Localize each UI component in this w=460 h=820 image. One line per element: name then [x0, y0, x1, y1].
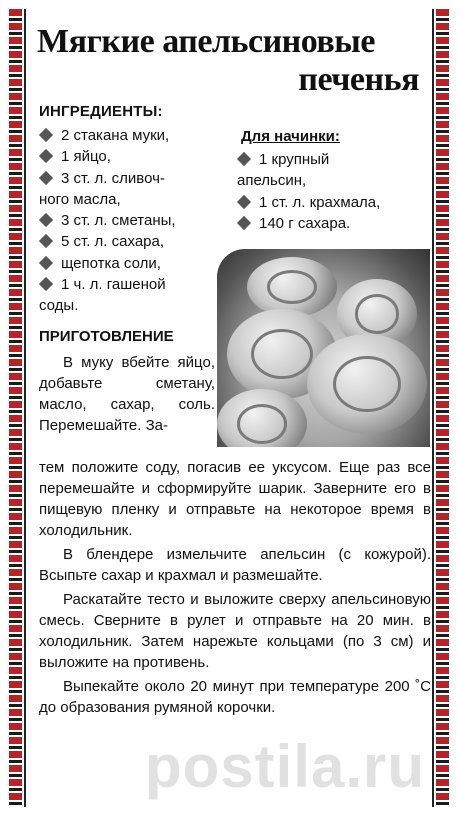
decorative-border-left [9, 9, 22, 807]
diamond-bullet-icon [237, 216, 251, 230]
list-item: ного масла, [39, 190, 121, 208]
recipe-title [37, 23, 429, 99]
recipe-card [9, 9, 449, 807]
filling-heading: Для начинки: [241, 128, 340, 145]
list-item: 2 стакана муки, [39, 125, 239, 146]
diamond-bullet-icon [237, 152, 251, 166]
list-item: 3 ст. л. сметаны, [39, 210, 239, 231]
diamond-bullet-icon [39, 149, 53, 163]
list-item: 1 яйцо, [39, 146, 239, 167]
list-item: 1 крупный [237, 149, 437, 170]
ingredients-list [39, 125, 239, 317]
preparation-step: Выпекайте около 20 минут при температуре 200 ˚С до образования румяной корочки. [39, 678, 431, 716]
diamond-bullet-icon [39, 234, 53, 248]
list-item: щепотка соли, [39, 253, 239, 274]
filling-list [237, 149, 437, 234]
watermark: postila.ru [144, 733, 425, 800]
preparation-steps [39, 457, 431, 721]
cookies-photo [217, 249, 430, 447]
diamond-bullet-icon [39, 171, 53, 185]
preparation-step: В блендере измельчите апельсин (с кожурой). Всыпьте сахар и крахмал и размешайте. [39, 546, 431, 584]
list-item: 140 г сахара. [237, 213, 437, 234]
diamond-bullet-icon [39, 213, 53, 227]
diamond-bullet-icon [39, 277, 53, 291]
list-item: соды. [39, 297, 79, 315]
preparation-step: тем положите соду, погасив ее уксусом. Еще раз все перемешайте и сформируйте шарик. Заверните его в пищевую пленку и отправьте на некоторое время в холодильник. [39, 459, 431, 539]
list-item: 3 ст. л. сливоч- [39, 168, 239, 189]
preparation-heading: ПРИГОТОВЛЕНИЕ [39, 328, 174, 345]
title-line-1: Мягкие апельсиновые [37, 23, 375, 60]
border-line-left [24, 9, 26, 807]
title-line-2: печенья [298, 61, 419, 98]
preparation-step: Раскатайте тесто и выложите сверху апельсиновую смесь. Сверните в рулет и отправьте на 20 мин. в холодильник. Затем нарежьте кольцами (по 3 см) и выложите на противень. [39, 591, 431, 671]
decorative-border-right [436, 9, 449, 807]
list-item: 1 ч. л. гашеной [39, 274, 239, 295]
list-item: апельсин, [237, 172, 307, 190]
list-item: 1 ст. л. крахмала, [237, 192, 437, 213]
border-line-right [432, 9, 434, 807]
preparation-intro: В муку вбейте яйцо, добавьте сметану, масло, сахар, соль. Перемешайте. За- [39, 354, 215, 434]
diamond-bullet-icon [237, 195, 251, 209]
ingredients-heading: ИНГРЕДИЕНТЫ: [39, 103, 163, 120]
cookie-roll-image [247, 257, 337, 317]
diamond-bullet-icon [39, 256, 53, 270]
cookie-roll-image [307, 334, 427, 434]
list-item: 5 ст. л. сахара, [39, 231, 239, 252]
diamond-bullet-icon [39, 128, 53, 142]
